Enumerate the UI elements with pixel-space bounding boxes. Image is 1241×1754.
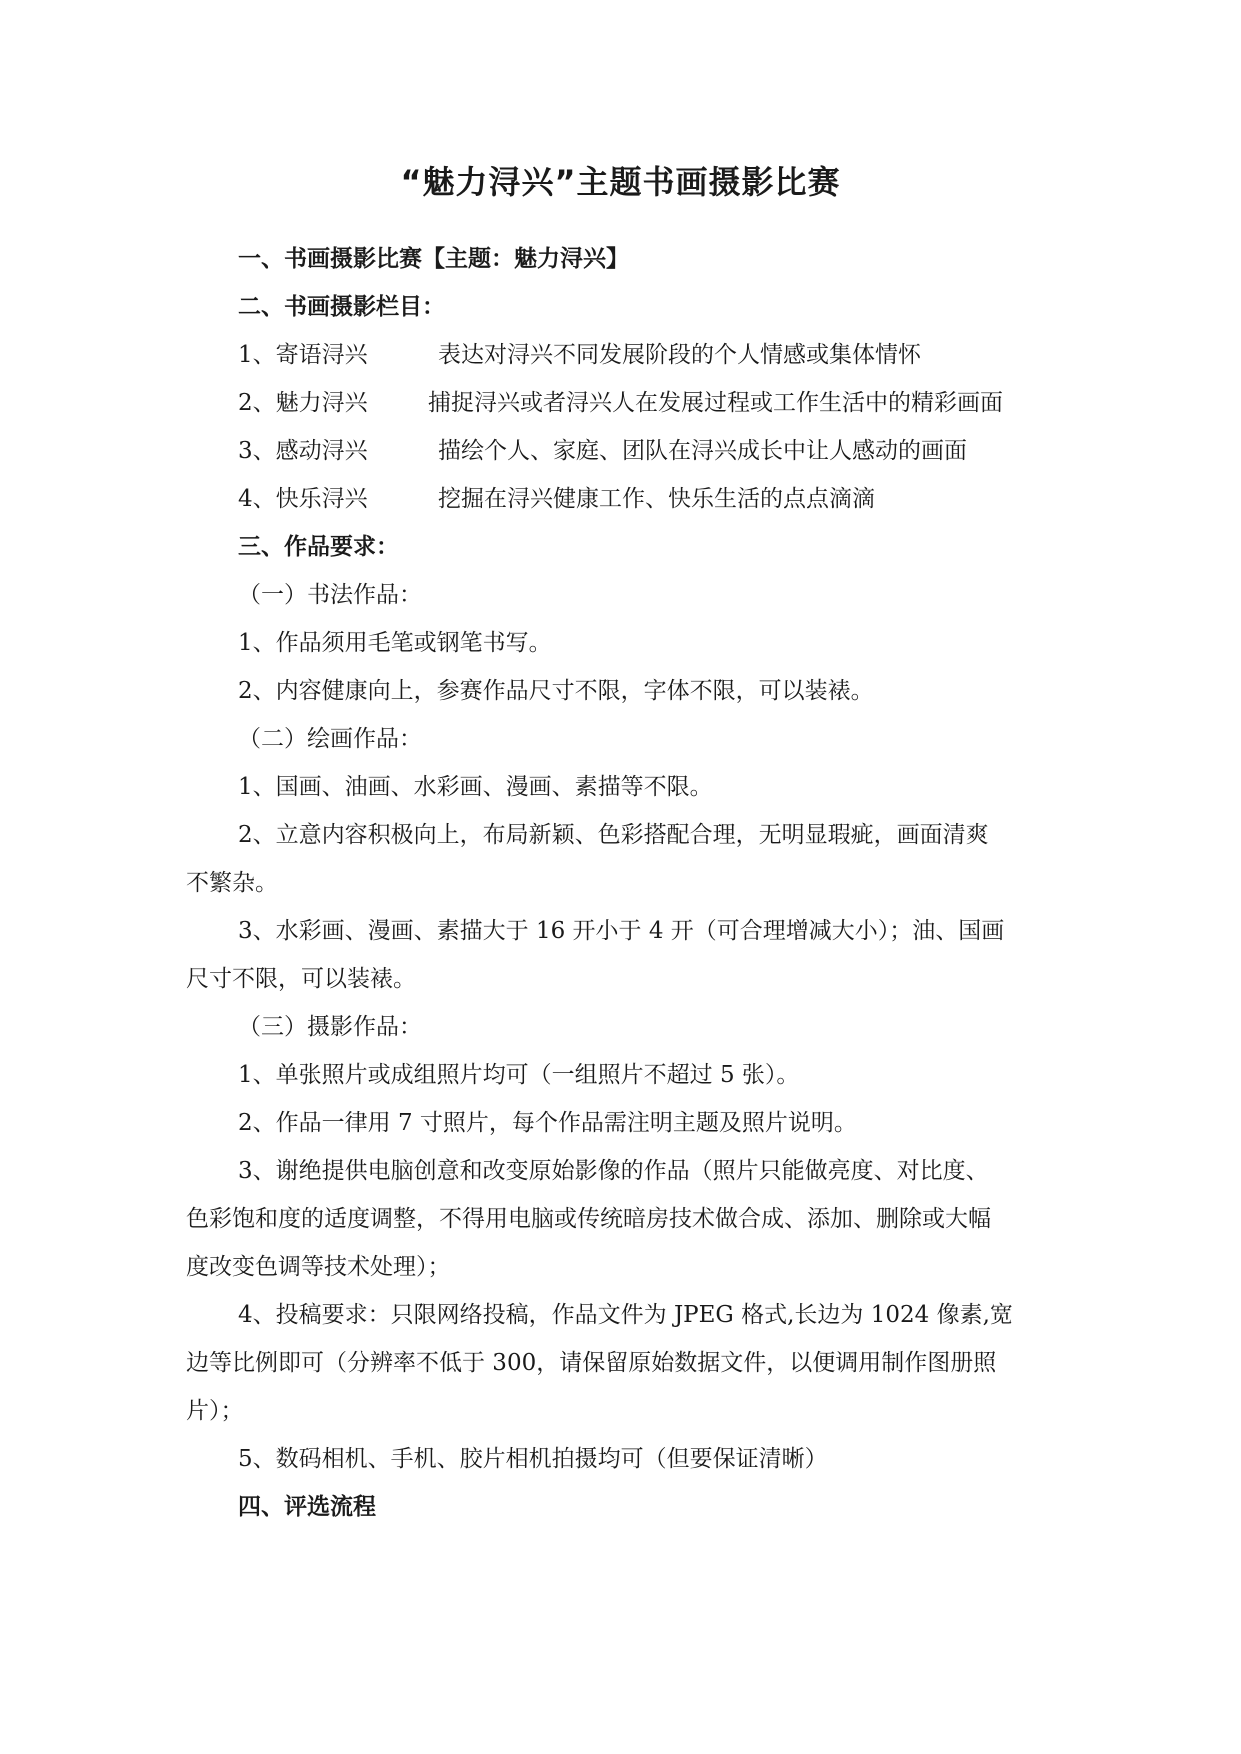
section-heading-2: 二、书画摄影栏目：	[238, 294, 445, 320]
column-row-4	[238, 484, 1138, 514]
photography-item-3-line-2: 色彩饱和度的适度调整，不得用电脑或传统暗房技术做合成、添加、删除或大幅	[186, 1206, 991, 1232]
column-description: 表达对浔兴不同发展阶段的个人情感或集体情怀	[438, 342, 921, 368]
painting-item-3-line-2: 尺寸不限，可以装裱。	[186, 966, 416, 992]
painting-item-2-line-2: 不繁杂。	[186, 870, 278, 896]
column-name: 2、魅力浔兴	[238, 390, 368, 416]
calligraphy-item-1: 1、作品须用毛笔或钢笔书写。	[238, 630, 552, 656]
photography-item-3-line-1: 3、谢绝提供电脑创意和改变原始影像的作品（照片只能做亮度、对比度、	[238, 1158, 989, 1184]
photography-item-5: 5、数码相机、手机、胶片相机拍摄均可（但要保证清晰）	[238, 1446, 828, 1472]
column-description: 描绘个人、家庭、团队在浔兴成长中让人感动的画面	[438, 438, 967, 464]
section-heading-4: 四、评选流程	[238, 1494, 376, 1520]
photography-item-4-line-1: 4、投稿要求：只限网络投稿，作品文件为 JPEG 格式,长边为 1024 像素,宽	[238, 1302, 1013, 1328]
photography-item-2: 2、作品一律用 7 寸照片，每个作品需注明主题及照片说明。	[238, 1110, 857, 1136]
column-description: 挖掘在浔兴健康工作、快乐生活的点点滴滴	[438, 486, 875, 512]
painting-item-2-line-1: 2、立意内容积极向上，布局新颖、色彩搭配合理，无明显瑕疵，画面清爽	[238, 822, 989, 848]
section-heading-1: 一、书画摄影比赛【主题：魅力浔兴】	[238, 246, 629, 272]
subsection-heading-photography: （三）摄影作品：	[238, 1014, 422, 1040]
column-name: 4、快乐浔兴	[238, 486, 368, 512]
column-row-3	[238, 436, 1138, 466]
photography-item-4-line-2: 边等比例即可（分辨率不低于 300，请保留原始数据文件，以便调用制作图册照	[186, 1350, 997, 1376]
painting-item-1: 1、国画、油画、水彩画、漫画、素描等不限。	[238, 774, 713, 800]
photography-item-4-line-3: 片）；	[186, 1398, 244, 1424]
calligraphy-item-2: 2、内容健康向上，参赛作品尺寸不限，字体不限，可以装裱。	[238, 678, 874, 704]
subsection-heading-painting: （二）绘画作品：	[238, 726, 422, 752]
subsection-heading-calligraphy: （一）书法作品：	[238, 582, 422, 608]
column-name: 3、感动浔兴	[238, 438, 368, 464]
document-title: “魅力浔兴”主题书画摄影比赛	[400, 163, 841, 201]
section-heading-3: 三、作品要求：	[238, 534, 399, 560]
column-description: 捕捉浔兴或者浔兴人在发展过程或工作生活中的精彩画面	[428, 390, 1003, 416]
column-row-2	[238, 388, 1138, 418]
photography-item-1: 1、单张照片或成组照片均可（一组照片不超过 5 张）。	[238, 1062, 800, 1088]
photography-item-3-line-3: 度改变色调等技术处理）；	[186, 1254, 451, 1280]
column-name: 1、寄语浔兴	[238, 342, 368, 368]
column-row-1	[238, 340, 1138, 370]
painting-item-3-line-1: 3、水彩画、漫画、素描大于 16 开小于 4 开（可合理增减大小）；油、国画	[238, 918, 1005, 944]
